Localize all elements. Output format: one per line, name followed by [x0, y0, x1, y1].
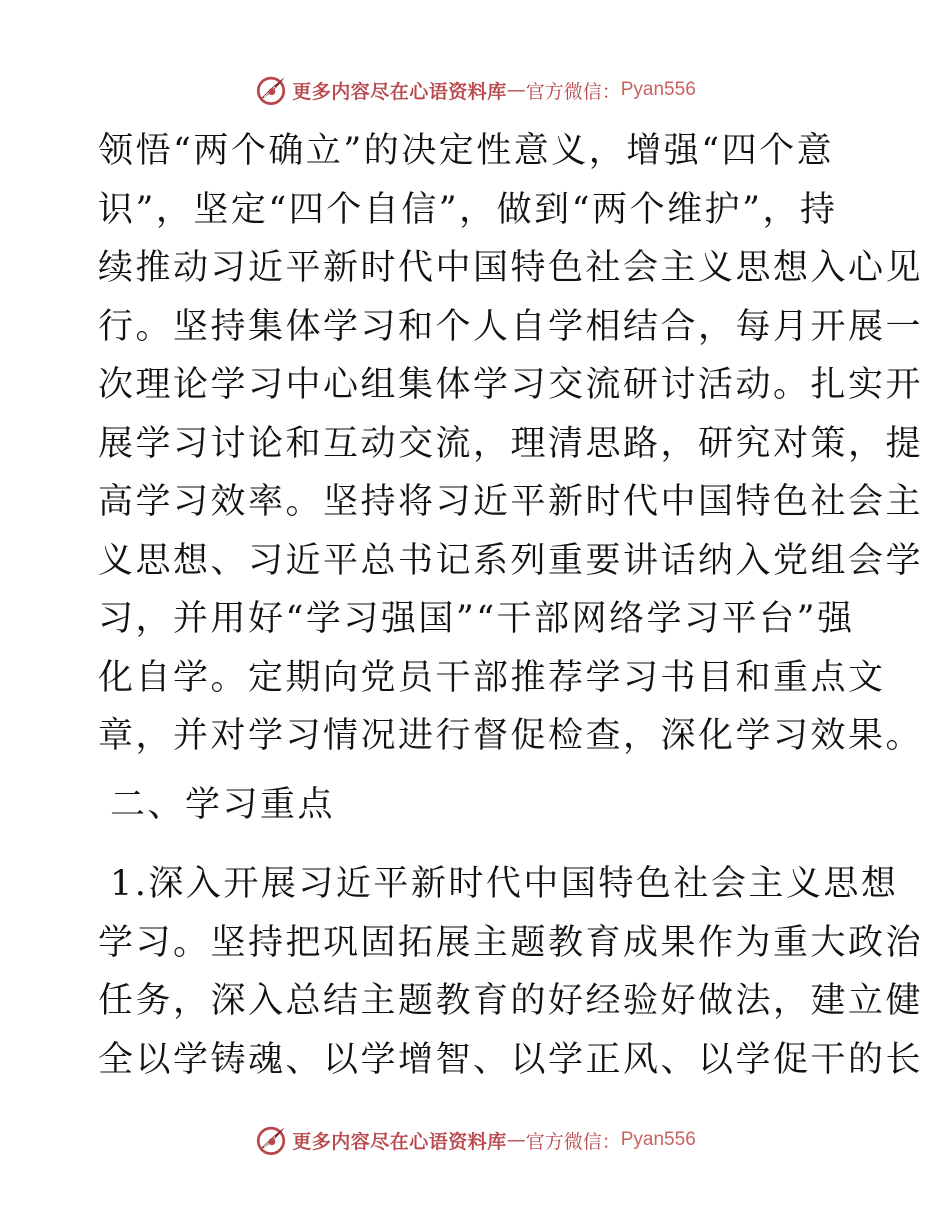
- text-line: 1.深入开展习近平新时代中国特色社会主义思想: [110, 864, 899, 904]
- text-line: 展学习讨论和互动交流，理清思路，研究对策，提: [98, 423, 924, 464]
- text-line: 领悟“两个确立”的决定性意义，增强“四个意: [98, 131, 835, 171]
- watermark-wechat-account: Pyan556: [620, 1129, 696, 1150]
- watermark-dash: —: [506, 79, 526, 101]
- text-line: 义思想、习近平总书记系列重要讲话纳入党组会学: [98, 540, 924, 581]
- text-line: 学习。坚持把巩固拓展主题教育成果作为重大政治: [98, 922, 924, 963]
- text-line: 任务，深入总结主题教育的好经验好做法，建立健: [98, 981, 924, 1021]
- text-line: 行。坚持集体学习和个人自学相结合，每月开展一: [98, 306, 924, 347]
- section-heading: 二、学习重点: [110, 785, 336, 825]
- text-line: 高学习效率。坚持将习近平新时代中国特色社会主: [98, 482, 924, 522]
- header-watermark-banner: [0, 72, 950, 108]
- watermark-site-text: 更多内容尽在心语资料库: [292, 1130, 507, 1153]
- watermark-site-text: 更多内容尽在心语资料库: [292, 80, 507, 103]
- watermark-wechat-label: 官方微信：: [525, 80, 621, 103]
- text-line: 化自学。定期向党员干部推荐学习书目和重点文: [98, 657, 886, 698]
- paragraph-study-focus-1: [98, 855, 924, 1089]
- quill-pen-logo-icon: [254, 1123, 288, 1157]
- footer-watermark-banner: [0, 1122, 950, 1158]
- text-line: 章，并对学习情况进行督促检查，深化学习效果。: [98, 716, 924, 756]
- text-line: 次理论学习中心组集体学习交流研讨活动。扎实开: [98, 365, 924, 405]
- quill-pen-logo-icon: [254, 73, 288, 107]
- text-line: 习，并用好“学习强国”“干部网络学习平台”强: [98, 599, 855, 639]
- text-line: 续推动习近平新时代中国特色社会主义思想入心见: [98, 248, 924, 288]
- text-line: 识”，坚定“四个自信”，做到“两个维护”，持: [98, 189, 838, 230]
- watermark-wechat-label: 官方微信：: [525, 1130, 621, 1153]
- watermark-dash: —: [506, 1129, 526, 1151]
- watermark-wechat-account: Pyan556: [620, 79, 696, 100]
- paragraph-study-methods: [98, 122, 924, 766]
- text-line: 全以学铸魂、以学增智、以学正风、以学促干的长: [98, 1039, 924, 1080]
